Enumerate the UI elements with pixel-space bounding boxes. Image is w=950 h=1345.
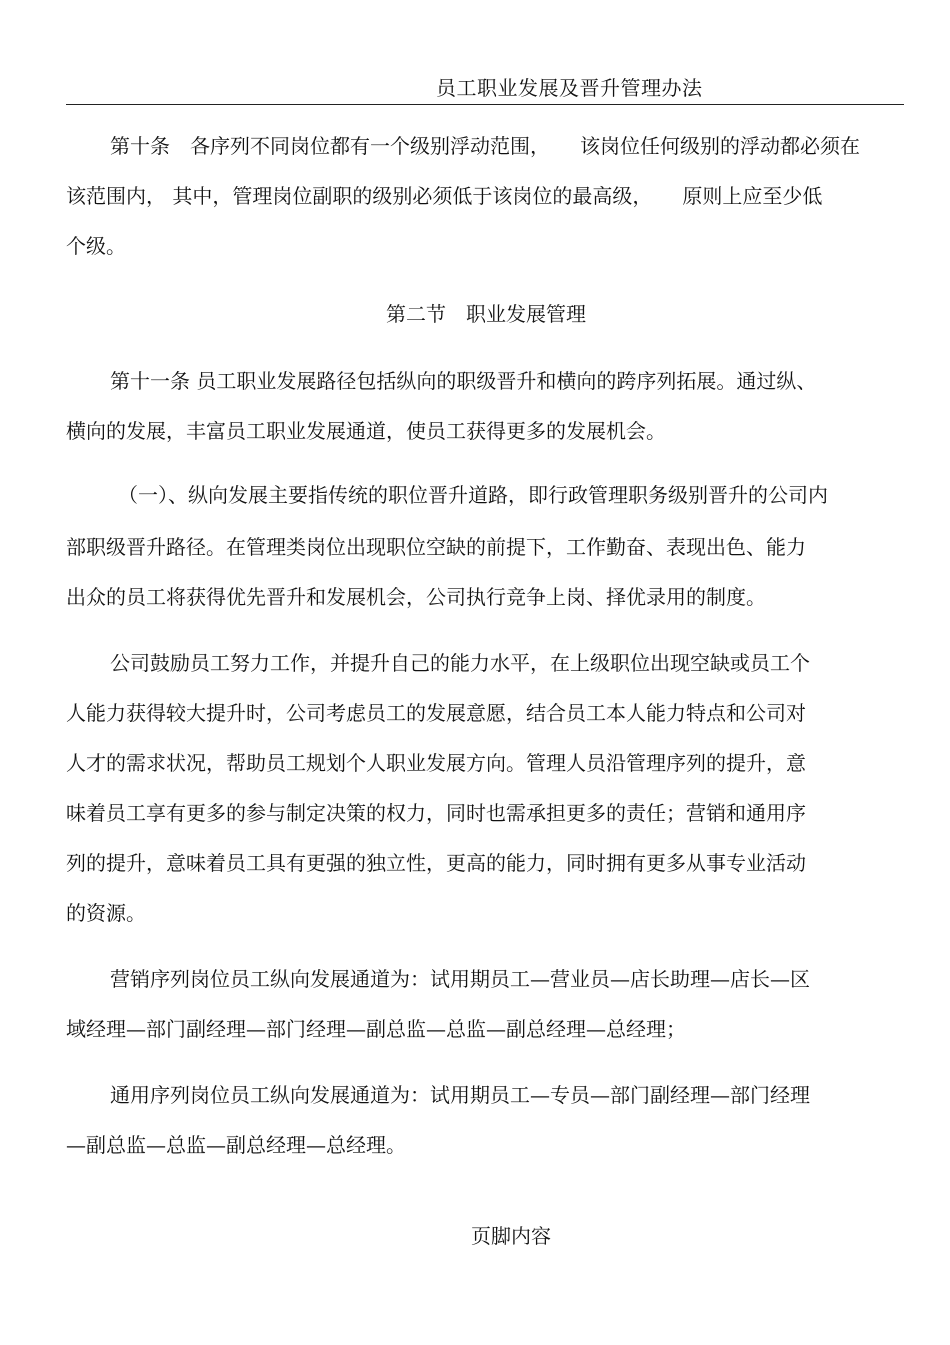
document-title: 员工职业发展及晋升管理办法	[436, 76, 703, 100]
paragraph-line: —副总监—总监—副总经理—总经理。	[66, 1133, 406, 1157]
paragraph-line: 个级。	[66, 234, 126, 258]
paragraph-line: 人才的需求状况，帮助员工规划个人职业发展方向。管理人员沿管理序列的提升，意	[66, 751, 806, 775]
paragraph-line: 部职级晋升路径。在管理类岗位出现职位空缺的前提下，工作勤奋、表现出色、能力	[66, 535, 806, 559]
section-heading: 第二节 职业发展管理	[386, 302, 586, 326]
page-footer: 页脚内容	[471, 1224, 551, 1248]
paragraph-line: 横向的发展，丰富员工职业发展通道，使员工获得更多的发展机会。	[66, 419, 666, 443]
paragraph-line: 公司鼓励员工努力工作，并提升自己的能力水平，在上级职位出现空缺或员工个	[110, 651, 810, 675]
paragraph-line: 第十一条 员工职业发展路径包括纵向的职级晋升和横向的跨序列拓展。通过纵、	[110, 369, 817, 393]
paragraph-line: 该范围内， 其中，管理岗位副职的级别必须低于该岗位的最高级， 原则上应至少低	[66, 184, 823, 208]
paragraph-line: 通用序列岗位员工纵向发展通道为：试用期员工—专员—部门副经理—部门经理	[110, 1083, 810, 1107]
paragraph-line: （一）、纵向发展主要指传统的职位晋升道路，即行政管理职务级别晋升的公司内	[118, 483, 828, 507]
paragraph-line: 出众的员工将获得优先晋升和发展机会，公司执行竞争上岗、择优录用的制度。	[66, 585, 766, 609]
paragraph-line: 的资源。	[66, 901, 146, 925]
paragraph-line: 味着员工享有更多的参与制定决策的权力，同时也需承担更多的责任；营销和通用序	[66, 801, 806, 825]
paragraph-line: 营销序列岗位员工纵向发展通道为：试用期员工—营业员—店长助理—店长—区	[110, 967, 810, 991]
paragraph-line: 第十条 各序列不同岗位都有一个级别浮动范围， 该岗位任何级别的浮动都必须在	[110, 134, 860, 158]
paragraph-line: 域经理—部门副经理—部门经理—副总监—总监—副总经理—总经理；	[66, 1017, 686, 1041]
paragraph-line: 列的提升，意味着员工具有更强的独立性，更高的能力，同时拥有更多从事专业活动	[66, 851, 806, 875]
paragraph-line: 人能力获得较大提升时，公司考虑员工的发展意愿，结合员工本人能力特点和公司对	[66, 701, 806, 725]
header-divider	[66, 104, 904, 105]
